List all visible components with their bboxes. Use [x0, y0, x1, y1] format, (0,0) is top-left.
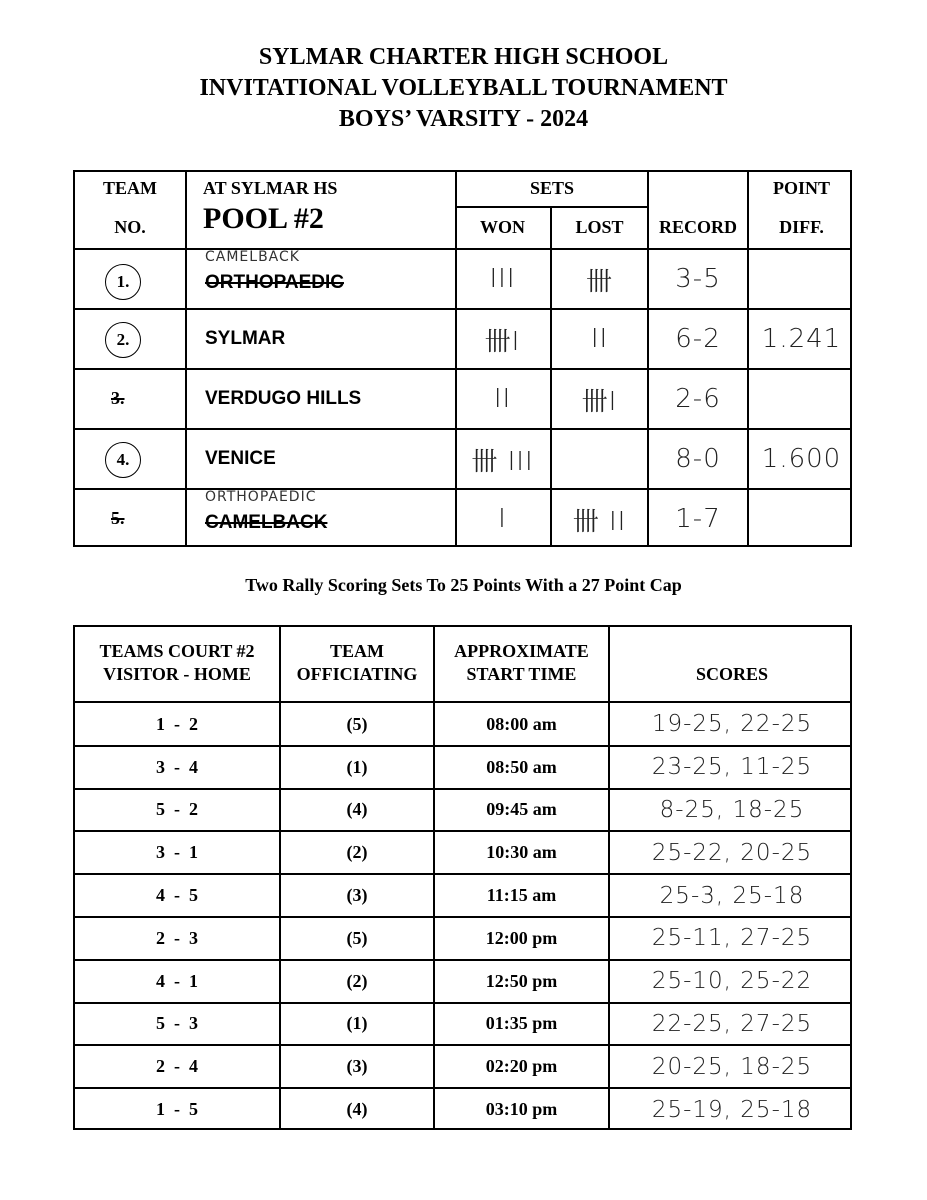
team-number-circled: 2. — [105, 322, 141, 358]
officiating-team: (1) — [346, 756, 368, 777]
sets-won-tally: II — [493, 384, 512, 414]
header-scores: SCORES — [695, 664, 769, 684]
sets-lost-tally: 卌I — [581, 386, 618, 417]
header-sets: SETS — [529, 178, 575, 198]
scores: 22-25, 27-25 — [651, 1010, 813, 1037]
header-team: TEAM — [103, 178, 157, 198]
matchup: 3 - 1 — [156, 842, 198, 863]
scores: 23-25, 11-25 — [651, 754, 813, 781]
scores: 25-19, 25-18 — [651, 1096, 813, 1123]
title-line-1: SYLMAR CHARTER HIGH SCHOOL — [258, 44, 669, 70]
point-diff — [749, 370, 854, 428]
start-time: 12:00 pm — [485, 927, 558, 948]
start-time: 01:35 pm — [485, 1013, 558, 1034]
record: 8-0 — [675, 444, 721, 474]
title-line-3: BOYS’ VARSITY - 2024 — [338, 106, 589, 132]
handwritten-team-name: ORTHOPAEDIC — [205, 489, 317, 505]
team-name: VENICE — [205, 448, 276, 469]
team-name: CAMELBACK — [205, 512, 328, 533]
header-visitor-home: VISITOR - HOME — [103, 664, 251, 684]
record: 1-7 — [675, 504, 721, 534]
sets-lost-tally — [552, 430, 647, 488]
team-name: SYLMAR — [205, 328, 286, 349]
schedule-table — [73, 625, 852, 1130]
title-line-2: INVITATIONAL VOLLEYBALL TOURNAMENT — [199, 75, 728, 101]
officiating-team: (4) — [346, 799, 368, 820]
sets-lost-tally: 卌 — [585, 266, 613, 297]
header-record: RECORD — [658, 217, 737, 237]
header-officiating: OFFICIATING — [296, 664, 418, 684]
header-point: POINT — [772, 178, 830, 198]
start-time: 09:45 am — [486, 799, 557, 820]
start-time: 11:15 am — [486, 885, 557, 906]
matchup: 2 - 4 — [156, 1056, 198, 1077]
start-time: 08:00 am — [486, 713, 557, 734]
point-diff: 1.600 — [761, 444, 842, 474]
matchup: 4 - 5 — [156, 885, 198, 906]
sets-lost-tally: II — [590, 324, 609, 354]
scores: 25-3, 25-18 — [659, 882, 805, 909]
officiating-team: (3) — [346, 885, 368, 906]
team-name: VERDUGO HILLS — [205, 388, 362, 409]
officiating-team: (5) — [346, 927, 368, 948]
header-pool: POOL #2 — [203, 202, 324, 235]
record: 2-6 — [675, 384, 721, 414]
header-team: TEAM — [330, 641, 384, 661]
point-diff: 1.241 — [761, 324, 842, 354]
scores: 20-25, 18-25 — [651, 1053, 813, 1080]
start-time: 10:30 am — [486, 842, 557, 863]
scores: 25-22, 20-25 — [651, 839, 813, 866]
header-diff: DIFF. — [779, 217, 824, 237]
header-no: NO. — [114, 217, 146, 237]
sets-won-tally: III — [489, 264, 516, 294]
sets-won-tally: 卌I — [484, 326, 521, 357]
start-time: 03:10 pm — [485, 1099, 558, 1120]
start-time: 12:50 pm — [485, 970, 558, 991]
handwritten-team-name: CAMELBACK — [205, 249, 300, 265]
scores: 8-25, 18-25 — [659, 796, 805, 823]
header-teams-court: TEAMS COURT #2 — [99, 641, 255, 661]
officiating-team: (4) — [346, 1099, 368, 1120]
team-number-struck: 3. — [111, 388, 125, 408]
header-lost: LOST — [575, 217, 624, 237]
scores: 25-10, 25-22 — [651, 968, 813, 995]
team-number-circled: 4. — [105, 442, 141, 478]
team-name: ORTHOPAEDIC — [205, 272, 344, 293]
officiating-team: (2) — [346, 842, 368, 863]
matchup: 1 - 2 — [156, 713, 198, 734]
scores: 25-11, 27-25 — [651, 925, 813, 952]
matchup: 3 - 4 — [156, 756, 198, 777]
officiating-team: (3) — [346, 1056, 368, 1077]
scoring-note: Two Rally Scoring Sets To 25 Points With a 27 Point Cap — [245, 575, 682, 595]
header-venue: AT SYLMAR HS — [203, 178, 338, 198]
start-time: 02:20 pm — [485, 1056, 558, 1077]
point-diff — [749, 490, 854, 548]
record: 6-2 — [675, 324, 721, 354]
header-start-time: START TIME — [466, 664, 577, 684]
pool-table — [73, 170, 852, 547]
header-won: WON — [480, 217, 525, 237]
team-number-struck: 5. — [111, 508, 125, 528]
matchup: 1 - 5 — [156, 1099, 198, 1120]
header-approximate: APPROXIMATE — [454, 641, 589, 661]
officiating-team: (5) — [346, 713, 368, 734]
officiating-team: (1) — [346, 1013, 368, 1034]
sets-won-tally: 卌 III — [471, 446, 534, 477]
matchup: 5 - 2 — [156, 799, 198, 820]
start-time: 08:50 am — [486, 756, 557, 777]
officiating-team: (2) — [346, 970, 368, 991]
sets-won-tally: I — [498, 504, 507, 534]
matchup: 2 - 3 — [156, 927, 198, 948]
matchup: 4 - 1 — [156, 970, 198, 991]
record: 3-5 — [675, 264, 721, 294]
scores: 19-25, 22-25 — [651, 711, 813, 738]
point-diff — [749, 250, 854, 308]
matchup: 5 - 3 — [156, 1013, 198, 1034]
sets-lost-tally: 卌 II — [572, 506, 627, 537]
team-number-circled: 1. — [105, 264, 141, 300]
